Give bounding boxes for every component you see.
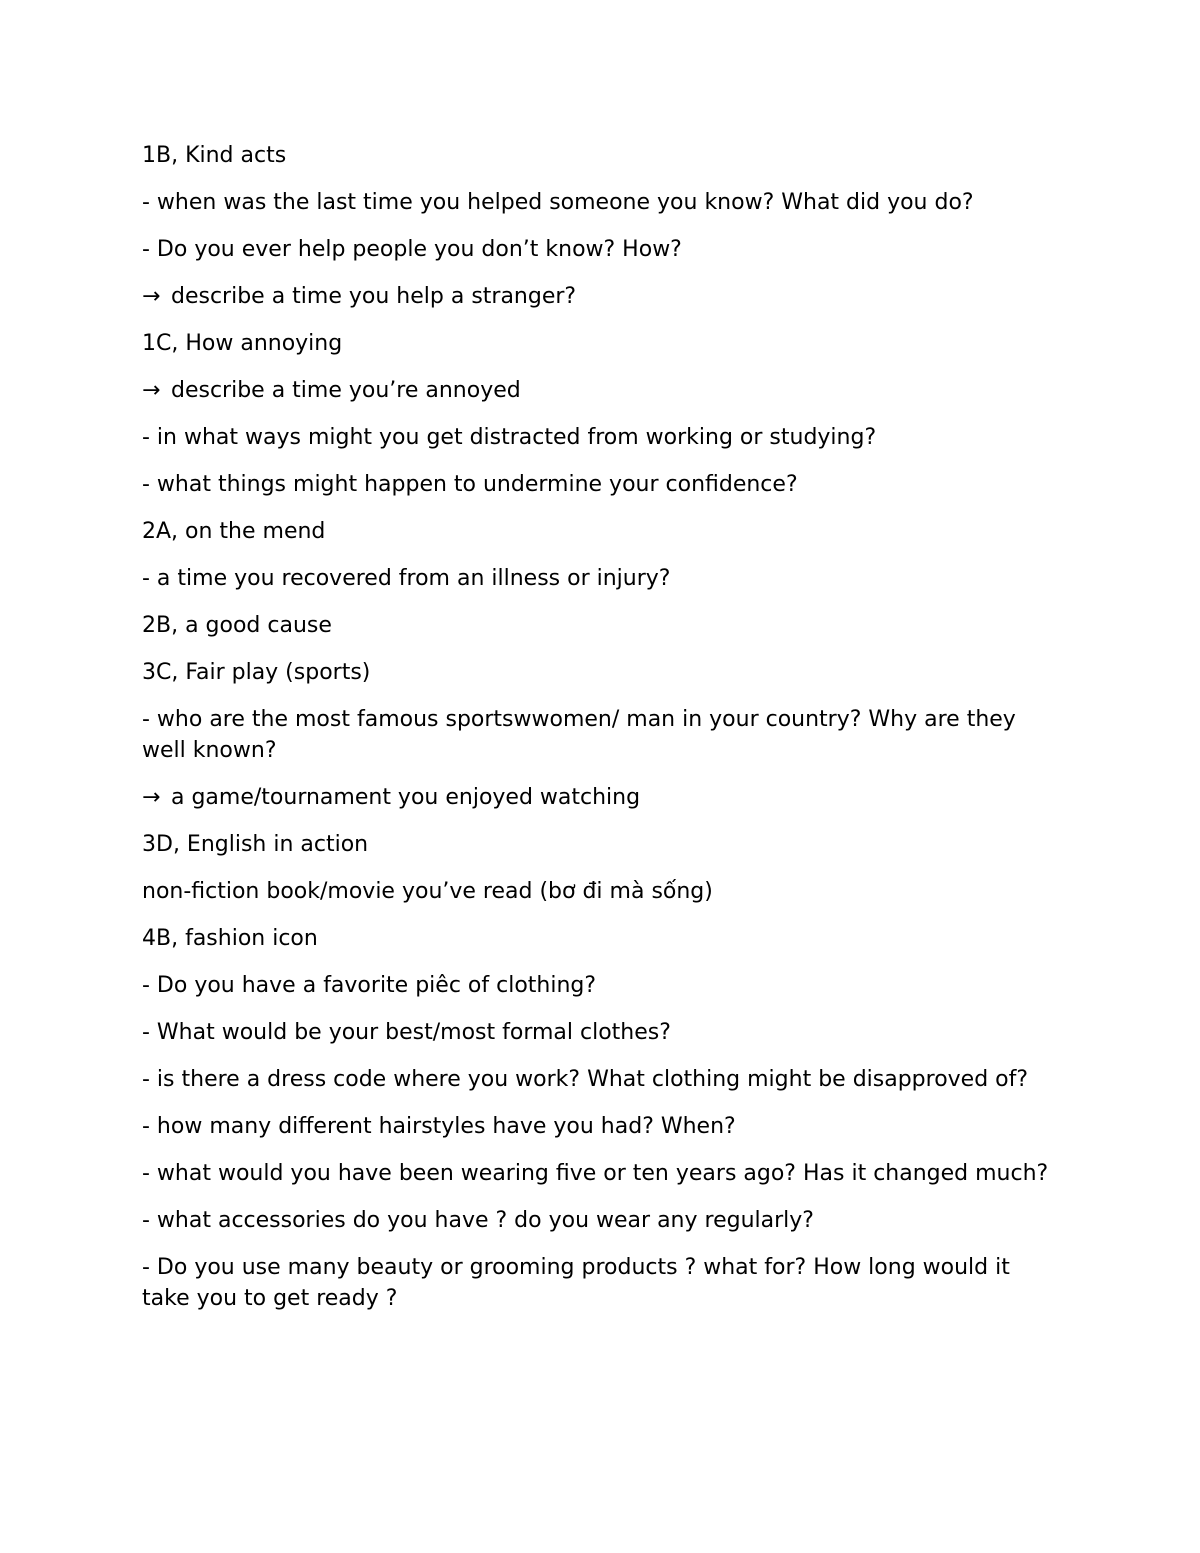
- prompt-line: → a game/tournament you enjoyed watching: [142, 782, 1057, 813]
- prompt-line: → describe a time you help a stranger?: [142, 281, 1057, 312]
- heading-1c: 1C, How annoying: [142, 331, 343, 356]
- question-line: - what things might happen to undermine your confidence?: [142, 472, 798, 497]
- question-line: - when was the last time you helped someone you know? What did you do?: [142, 190, 974, 215]
- question-line: - a time you recovered from an illness or injury?: [142, 566, 671, 591]
- heading-1b: 1B, Kind acts: [142, 143, 287, 168]
- heading-2b: 2B, a good cause: [142, 613, 332, 638]
- arrow-icon: →: [142, 378, 161, 403]
- question-line: - what would you have been wearing five or ten years ago? Has it changed much?: [142, 1161, 1049, 1186]
- document-body: [142, 140, 1057, 1330]
- question-line: - Do you ever help people you don’t know? How?: [142, 237, 682, 262]
- question-line: - in what ways might you get distracted from working or studying?: [142, 425, 877, 450]
- question-line: - who are the most famous sportswwomen/ man in your country? Why are they well known?: [142, 707, 1016, 763]
- question-line: - What would be your best/most formal clothes?: [142, 1020, 671, 1045]
- heading-2a: 2A, on the mend: [142, 519, 326, 544]
- prompt-line: non-fiction book/movie you’ve read (bơ đi mà sống): [142, 879, 713, 904]
- question-line: - is there a dress code where you work? What clothing might be disapproved of?: [142, 1067, 1029, 1092]
- question-line: - Do you use many beauty or grooming products ? what for? How long would it take you to get ready ?: [142, 1255, 1010, 1311]
- question-line: - what accessories do you have ? do you wear any regularly?: [142, 1208, 814, 1233]
- heading-3d: 3D, English in action: [142, 832, 369, 857]
- heading-4b: 4B, fashion icon: [142, 926, 318, 951]
- question-line: - how many different hairstyles have you had? When?: [142, 1114, 736, 1139]
- heading-3c: 3C, Fair play (sports): [142, 660, 371, 685]
- question-line: - Do you have a favorite piêc of clothing?: [142, 973, 597, 998]
- arrow-icon: →: [142, 284, 161, 309]
- prompt-line: → describe a time you’re annoyed: [142, 375, 1057, 406]
- arrow-icon: →: [142, 785, 161, 810]
